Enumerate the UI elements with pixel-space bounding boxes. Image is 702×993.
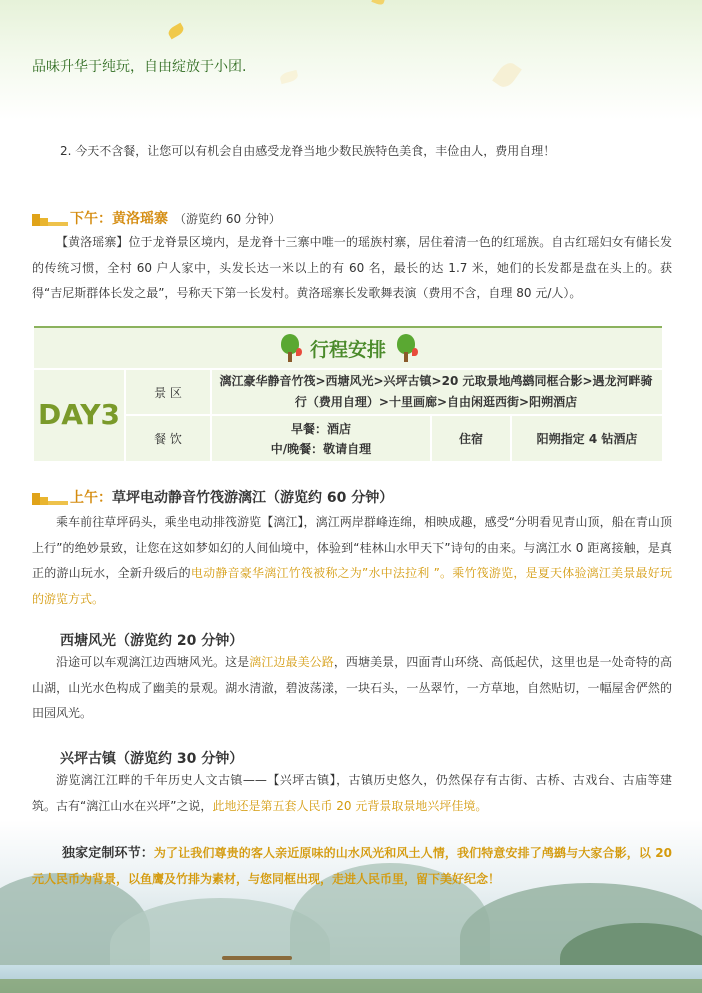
boat-shape	[222, 956, 292, 960]
tree-icon	[280, 334, 300, 362]
meal-lunch-dinner: 中/晚餐：敬请自理	[270, 441, 372, 456]
scenic-label: 景 区	[154, 385, 182, 400]
section-heading-raft	[32, 487, 393, 507]
tagline: 品味升华于纯玩，自由绽放于小团.	[32, 59, 247, 75]
schedule-title-bar	[34, 328, 662, 368]
raft-paragraph	[32, 510, 672, 612]
schedule-table	[34, 326, 662, 461]
section-heading-huangluo	[32, 208, 281, 228]
exclusive-paragraph	[32, 841, 672, 892]
step-bars-icon	[32, 489, 68, 505]
grass-shape	[0, 979, 702, 993]
xitang-text-b: ，西塘美景，四面青山环绕、高低起伏，这里也是一处奇特的高山湖，山光水色构成了幽美的景观。湖水清澈，碧波荡漾，一块石头，一丛翠竹，一方草地，自然贴切，一幅屋舍俨然的田园风光。	[32, 655, 672, 720]
stay-value: 阳朔指定 4 钻酒店	[536, 432, 638, 446]
exclusive-text: 为了让我们尊贵的客人亲近原味的山水风光和风土人情，我们特意安排了鸬鹚与大家合影，以 20 元人民币为背景，以鱼鹰及竹排为素材，与您同框出现，走进人民币里，留下美好纪念！	[32, 846, 672, 886]
meal-breakfast: 早餐：酒店	[290, 421, 351, 436]
section-name: 草坪电动静音竹筏游漓江（游览约 60 分钟）	[112, 490, 394, 506]
day-label: DAY3	[38, 398, 120, 431]
tree-icon	[396, 334, 416, 362]
meal-value	[212, 416, 430, 461]
exclusive-label: 独家定制环节：	[62, 846, 154, 861]
xingping-text: 游览漓江江畔的千年历史人文古镇——【兴坪古镇】，古镇历史悠久，仍然保存有古街、古桥、古戏台、古庙等建筑。古有“漓江山水在兴坪”之说，	[32, 773, 672, 813]
xingping-highlight: 此地还是第五套人民币 20 元背景取景地兴坪佳境。	[212, 798, 488, 813]
xitang-text-a: 沿途可以车观漓江边西塘风光。这是	[56, 655, 250, 669]
step-bars-icon	[32, 210, 68, 226]
section-time: 上午：	[70, 490, 112, 506]
xitang-paragraph	[32, 650, 672, 727]
xitang-title: 西塘风光（游览约 20 分钟）	[60, 633, 244, 649]
raft-text: 乘车前往草坪码头，乘坐电动排筏游览【漓江】，漓江两岸群峰连绵，相映成趣，感受“分明看见青山顶，船在青山顶上行”的绝妙景致，让您在这如梦如幻的人间仙境中，体验到“桂林山水甲天下”诗句的由来。与漓江水 0 距离接触，是真正的游山玩水，全新升级后的	[32, 515, 672, 580]
section-duration: （游览约 60 分钟）	[174, 211, 281, 226]
xingping-title: 兴坪古镇（游览约 30 分钟）	[60, 751, 244, 767]
section-name: 黄洛瑶寨	[112, 211, 168, 227]
scenic-value: 漓江豪华静音竹筏>西塘风光>兴坪古镇>20 元取景地鸬鹚同框合影>遇龙河畔骑行（费用自理）>十里画廊>自由闲逛西街>阳朔酒店	[219, 374, 653, 409]
xitang-highlight: 漓江边最美公路	[249, 655, 334, 669]
meal-label: 餐 饮	[154, 432, 182, 446]
xingping-paragraph	[32, 768, 672, 819]
raft-highlight: 电动静音豪华漓江竹筏被称之为”水中法拉利 ”。乘竹筏游览，是夏天体验漓江美景最好玩的游览方式。	[32, 566, 672, 606]
huangluo-paragraph: 【黄洛瑶寨】位于龙脊景区境内，是龙脊十三寨中唯一的瑶族村寨，居住着清一色的红瑶族。自古红瑶妇女有储长发的传统习惯，全村 60 户人家中，头发长达一米以上的有 60 名，最长的达 1.7 米，她们的长发都是盘在头上的。获得“吉尼斯群体长发之最”，号称天下第一长发村。黄洛瑶寨长发歌舞表演（费用不含，自理 80 元/人）。	[32, 235, 672, 300]
schedule-title: 行程安排	[309, 338, 386, 361]
meal-note: 2. 今天不含餐，让您可以有机会自由感受龙脊当地少数民族特色美食，丰俭由人，费用自理！	[60, 144, 556, 158]
section-time: 下午：	[70, 211, 112, 227]
stay-label: 住宿	[458, 432, 483, 446]
